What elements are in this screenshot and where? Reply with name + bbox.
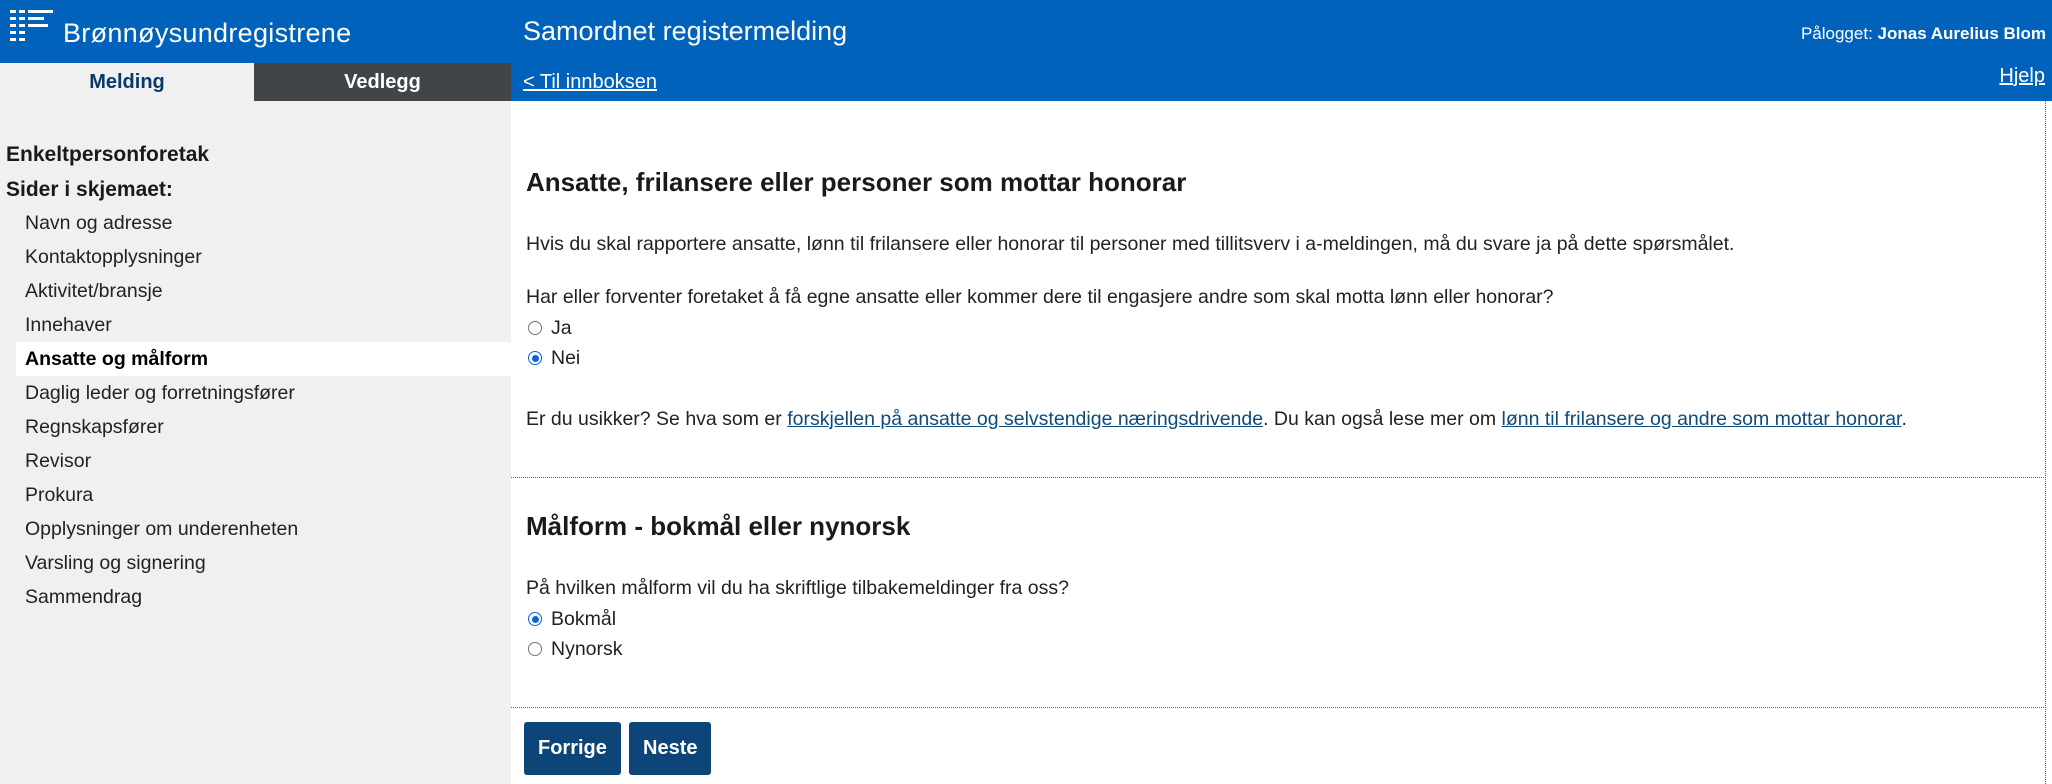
login-prefix: Pålogget: <box>1800 24 1873 43</box>
employees-option-nei[interactable] <box>526 344 580 372</box>
sidebar-item-daglig-leder[interactable]: Daglig leder og forretningsfører <box>25 382 295 404</box>
help-prefix: Er du usikker? Se hva som er <box>526 408 788 430</box>
sidebar-item-kontaktopplysninger[interactable]: Kontaktopplysninger <box>25 246 202 268</box>
radio-nynorsk-label: Nynorsk <box>551 637 623 660</box>
language-option-nynorsk[interactable] <box>526 635 623 663</box>
sidebar-item-underenheten[interactable]: Opplysninger om underenheten <box>25 518 299 540</box>
tab-bar <box>0 63 2052 101</box>
sidebar-title: Enkeltpersonforetak <box>6 143 210 166</box>
radio-ja[interactable] <box>528 321 542 335</box>
back-to-inbox-link[interactable]: < Til innboksen <box>523 71 657 93</box>
previous-button[interactable]: Forrige <box>524 722 621 775</box>
help-suffix: . <box>1901 408 1907 430</box>
language-option-bokmal[interactable] <box>526 605 616 633</box>
employees-intro: Hvis du skal rapportere ansatte, lønn til frilansere eller honorar til personer med tillitsverv i a-meldingen, må du svare ja på dette spørsmålet. <box>526 233 1735 255</box>
sidebar-page-list <box>16 206 511 614</box>
login-status <box>1801 24 2046 44</box>
section-divider <box>511 477 2046 478</box>
sidebar-subtitle: Sider i skjemaet: <box>6 178 173 201</box>
link-ansatte-vs-naeringsdrivende[interactable]: forskjellen på ansatte og selvstendige næringsdrivende <box>787 408 1264 430</box>
sidebar-item-ansatte-og-malform[interactable]: Ansatte og målform <box>16 342 511 376</box>
radio-nei-label: Nei <box>551 346 581 369</box>
employees-question: Har eller forventer foretaket å få egne ansatte eller kommer dere til engasjere andre som skal motta lønn eller honorar? <box>526 286 1554 308</box>
help-middle: . Du kan også lese mer om <box>1263 408 1502 430</box>
help-link[interactable]: Hjelp <box>1999 65 2045 87</box>
app-title: Samordnet registermelding <box>523 16 848 46</box>
sidebar-item-revisor[interactable]: Revisor <box>25 450 92 472</box>
sidebar-item-sammendrag[interactable]: Sammendrag <box>25 586 143 608</box>
radio-bokmal[interactable] <box>528 612 542 626</box>
logo-text: Brønnøysundregistrene <box>63 18 352 48</box>
employees-heading: Ansatte, frilansere eller personer som mottar honorar <box>526 167 1187 197</box>
radio-bokmal-label: Bokmål <box>551 607 617 630</box>
brreg-logo-icon <box>10 10 53 42</box>
tab-vedlegg[interactable]: Vedlegg <box>254 63 511 101</box>
sidebar <box>0 101 511 784</box>
sidebar-item-prokura[interactable]: Prokura <box>25 484 94 506</box>
tab-melding[interactable]: Melding <box>0 63 254 101</box>
next-button[interactable]: Neste <box>629 722 711 775</box>
login-user: Jonas Aurelius Blom <box>1877 24 2046 43</box>
sidebar-item-varsling-og-signering[interactable]: Varsling og signering <box>25 552 206 574</box>
language-heading: Målform - bokmål eller nynorsk <box>526 511 911 541</box>
sidebar-item-regnskapsforer[interactable]: Regnskapsfører <box>25 416 164 438</box>
content-right-border <box>2045 101 2046 784</box>
language-question: På hvilken målform vil du ha skriftlige tilbakemeldinger fra oss? <box>526 577 1069 599</box>
radio-ja-label: Ja <box>551 316 572 339</box>
sidebar-item-innehaver[interactable]: Innehaver <box>25 314 112 336</box>
link-lonn-til-frilansere[interactable]: lønn til frilansere og andre som mottar honorar <box>1501 408 1902 430</box>
sidebar-item-aktivitet-bransje[interactable]: Aktivitet/bransje <box>25 280 163 302</box>
radio-nei[interactable] <box>528 351 542 365</box>
radio-nynorsk[interactable] <box>528 642 542 656</box>
main-content <box>511 101 2046 784</box>
buttons-divider <box>511 707 2046 708</box>
top-header <box>0 0 2052 63</box>
sidebar-item-navn-og-adresse[interactable]: Navn og adresse <box>25 212 173 234</box>
employees-help-text <box>526 408 1907 431</box>
employees-option-ja[interactable] <box>526 314 572 342</box>
